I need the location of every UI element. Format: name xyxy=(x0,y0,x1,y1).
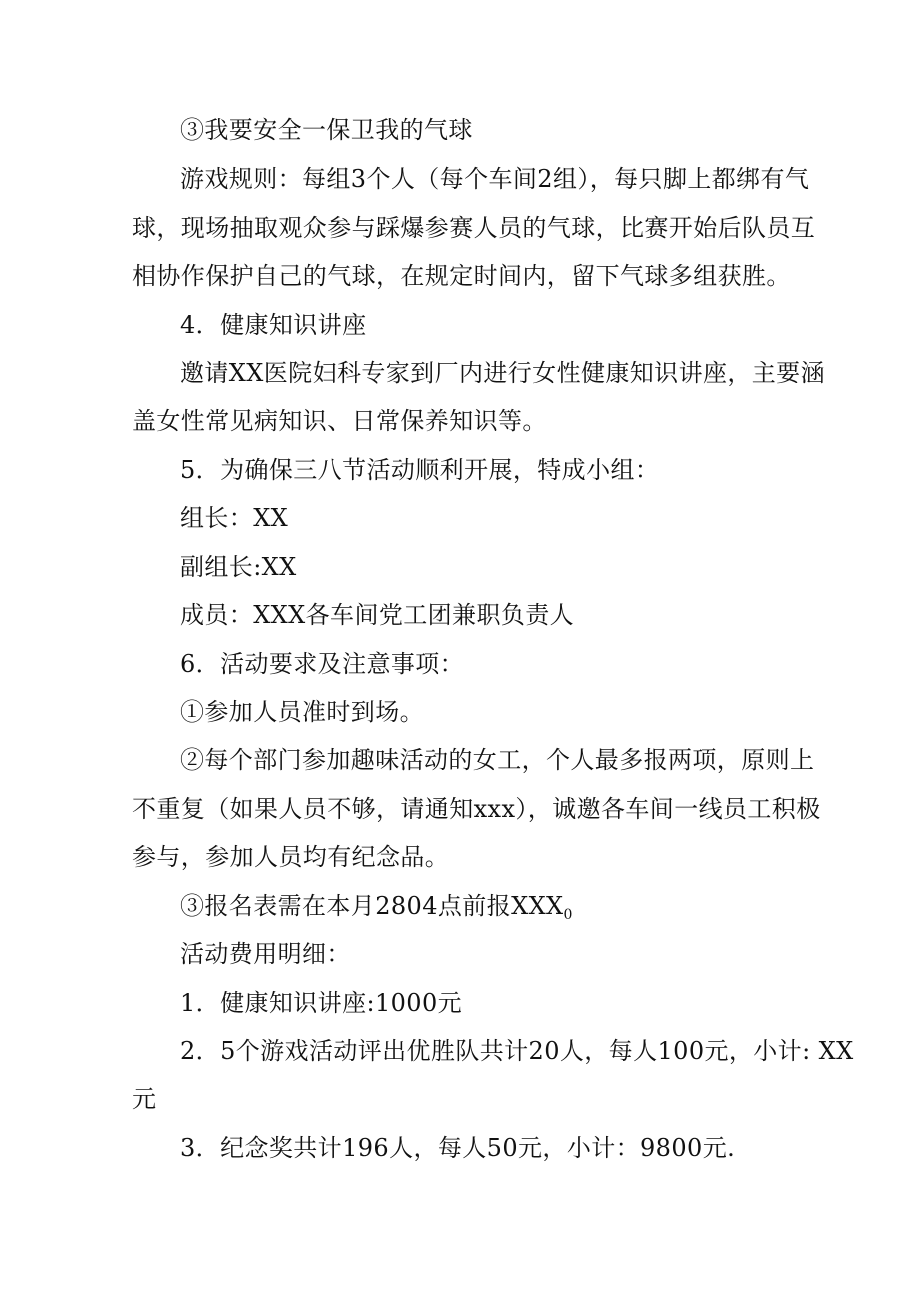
line-game-rules-3: 相协作保护自己的气球，在规定时间内，留下气球多组获胜。 xyxy=(132,262,791,290)
line-expense-2b: 元 xyxy=(132,1085,157,1113)
line-section-5-heading: 5．为确保三八节活动顺利开展，特成小组： xyxy=(180,456,660,484)
line-requirement-3-subscript: 0 xyxy=(563,907,573,923)
line-game-rules-1: 游戏规则：每组3个人（每个车间2组），每只脚上都绑有气 xyxy=(180,165,810,193)
line-requirement-2b: 不重复（如果人员不够，请通知xxx），诚邀各车间一线员工积极 xyxy=(132,795,821,823)
line-expense-2a: 2．5个游戏活动评出优胜队共计20人，每人100元，小计: XX xyxy=(180,1037,854,1065)
line-game-rules-2: 球，现场抽取观众参与踩爆参赛人员的气球，比赛开始后队员互 xyxy=(132,214,816,242)
line-requirement-2a: ②每个部门参加趣味活动的女工，个人最多报两项，原则上 xyxy=(180,746,815,774)
line-section-4-heading: 4．健康知识讲座 xyxy=(180,311,367,339)
line-requirement-2c: 参与，参加人员均有纪念品。 xyxy=(132,843,450,871)
line-requirement-1: ①参加人员准时到场。 xyxy=(180,698,424,726)
line-lecture-2: 盖女性常见病知识、日常保养知识等。 xyxy=(132,407,547,435)
line-expense-1: 1．健康知识讲座:1000元 xyxy=(180,989,463,1017)
line-section-6-heading: 6．活动要求及注意事项： xyxy=(180,650,465,678)
line-lecture-1: 邀请XX医院妇科专家到厂内进行女性健康知识讲座，主要涵 xyxy=(180,359,825,387)
line-requirement-3-text: ③报名表需在本月2804点前报XXX xyxy=(180,892,564,920)
line-game-3-title: ③我要安全一保卫我的气球 xyxy=(180,116,473,144)
line-members: 成员：XXX各车间党工团兼职负责人 xyxy=(180,601,575,629)
line-expense-3: 3．纪念奖共计196人，每人50元，小计：9800元. xyxy=(180,1134,736,1162)
line-team-leader: 组长：XX xyxy=(180,504,289,532)
line-deputy-leader: 副组长:XX xyxy=(180,553,297,581)
line-requirement-3 xyxy=(180,891,572,930)
line-expense-heading: 活动费用明细： xyxy=(180,940,351,968)
